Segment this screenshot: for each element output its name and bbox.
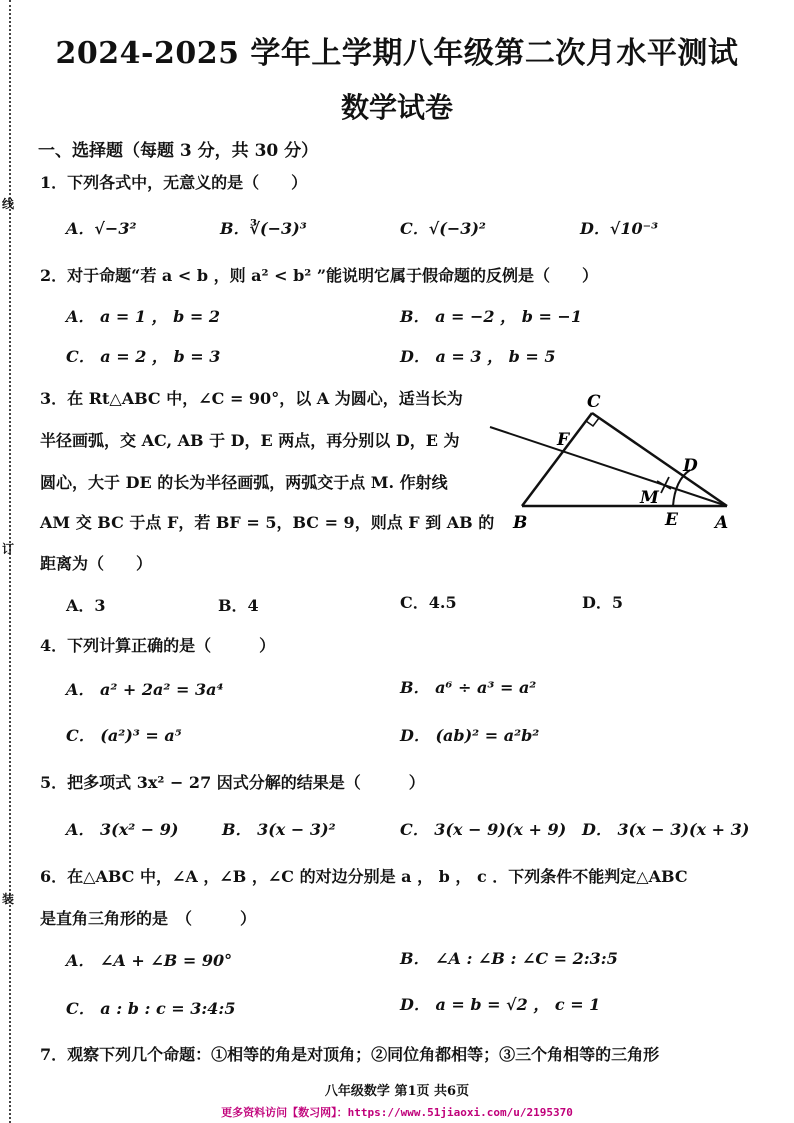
label-a: A [715,513,729,533]
question-stem: 1．下列各式中，无意义的是（ ） [40,173,308,192]
option: C．4.5 [400,593,457,612]
option: A． a = 1 ， b = 2 [66,307,221,326]
question-line: 3．在 Rt△ABC 中，∠C = 90°，以 A 为圆心，适当长为 [40,389,463,408]
question-stem: 2．对于命题“若 a < b ，则 a² < b² ”能说明它属于假命题的反例是（ ） [40,266,599,285]
option: C． a = 2 ， b = 3 [66,347,221,366]
option: D． 3(x − 3)(x + 3) [582,820,750,839]
option: A． 3(x² − 9) [66,820,179,839]
question-line: 半径画弧，交 AC, AB 于 D，E 两点，再分别以 D，E 为 [40,431,460,450]
option: C． (a²)³ = a⁵ [66,726,182,745]
option: D． (ab)² = a²b² [400,726,540,745]
option: D．5 [582,593,624,612]
triangle-figure [485,385,745,535]
question-stem: 5．把多项式 3x² − 27 因式分解的结果是（ ） [40,773,425,792]
label-m: M [640,488,659,508]
label-d: D [683,456,698,476]
option: B． 3(x − 3)² [222,820,336,839]
option: B． a = −2 ， b = −1 [400,307,582,326]
page-title: 2024-2025 学年上学期八年级第二次月水平测试 [55,36,739,71]
option: B．4 [218,596,259,615]
option: A．3 [66,596,106,615]
option: D． a = 3 ， b = 5 [400,347,556,366]
label-f: F [557,430,570,450]
question-stem: 4．下列计算正确的是（ ） [40,636,276,655]
option: A．√−3² [66,219,137,238]
page-subtitle: 数学试卷 [340,91,453,124]
page-footer: 八年级数学 第1页 共6页 [324,1084,470,1099]
question-line: 6．在△ABC 中，∠A ，∠B ，∠C 的对边分别是 a ， b ， c ．下列条件不能判定△ABC [40,867,688,886]
binding-mark: 订 [2,542,15,556]
option: B． a⁶ ÷ a³ = a² [400,678,537,697]
site-link[interactable]: 更多资料访问【数习网】：https://www.51jiaoxi.com/u/2195370 [221,1106,573,1119]
question-line: 是直角三角形的是 （ ） [40,909,257,928]
option: C．√(−3)² [400,219,486,238]
option: C． a : b : c = 3:4:5 [66,999,236,1018]
binding-mark: 装 [2,892,15,906]
option: C． 3(x − 9)(x + 9) [400,820,567,839]
question-line: AM 交 BC 于点 F，若 BF = 5，BC = 9，则点 F 到 AB 的 [40,513,495,532]
option: B． ∠A : ∠B : ∠C = 2:3:5 [400,949,618,968]
question-line: 圆心，大于 DE 的长为半径画弧，两弧交于点 M. 作射线 [40,473,448,492]
option: A． a² + 2a² = 3a⁴ [66,680,224,699]
question-line: 距离为（ ） [40,554,153,573]
question-stem: 7．观察下列几个命题：①相等的角是对顶角；②同位角都相等；③三个角相等的三角形 [40,1045,660,1064]
option: B．∛(−3)³ [220,219,307,238]
option: D． a = b = √2 ， c = 1 [400,995,601,1014]
label-c: C [587,392,601,412]
binding-line [9,0,12,1123]
section-heading: 一、选择题（每题 3 分，共 30 分） [38,141,319,161]
label-b: B [513,513,528,533]
option: D．√10⁻³ [580,219,659,238]
option: A． ∠A + ∠B = 90° [66,951,233,970]
binding-mark: 线 [2,197,15,211]
label-e: E [665,510,678,530]
